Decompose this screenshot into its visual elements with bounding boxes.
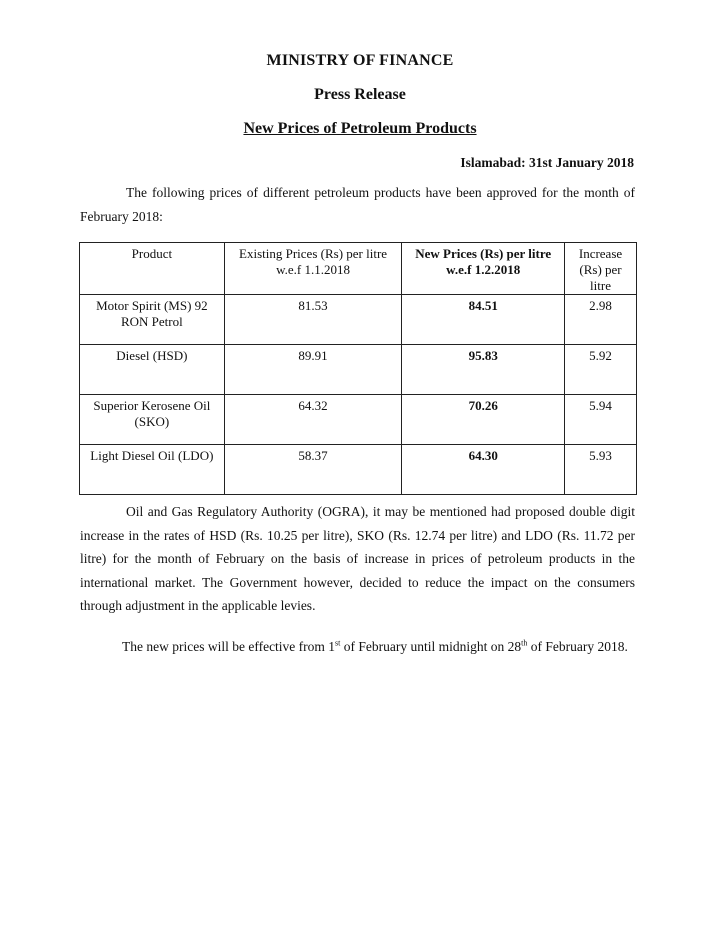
existing-price-cell: 58.37: [224, 445, 402, 495]
header-existing-price: Existing Prices (Rs) per litre w.e.f 1.1.2018: [224, 243, 402, 295]
increase-cell: 2.98: [565, 295, 637, 345]
new-price-cell: 95.83: [402, 345, 565, 395]
table-header-row: [80, 243, 637, 295]
effective-date-paragraph: [76, 635, 635, 659]
ordinal-suffix-th: th: [521, 638, 528, 648]
increase-cell: 5.92: [565, 345, 637, 395]
new-price-cell: 84.51: [402, 295, 565, 345]
effective-text-part2: of February until midnight on 28: [340, 639, 522, 654]
new-price-cell: 70.26: [402, 395, 565, 445]
ministry-heading: MINISTRY OF FINANCE: [266, 52, 454, 69]
existing-price-cell: 81.53: [224, 295, 402, 345]
prices-table: [79, 242, 637, 495]
product-cell: Motor Spirit (MS) 92 RON Petrol: [80, 295, 225, 345]
header-product: Product: [80, 243, 225, 295]
press-release-heading: Press Release: [314, 86, 406, 103]
header-new-price: New Prices (Rs) per litre w.e.f 1.2.2018: [402, 243, 565, 295]
ogra-paragraph: Oil and Gas Regulatory Authority (OGRA), it may be mentioned had proposed double digit increase in the rates of HSD (Rs. 10.25 per litre), SKO (Rs. 12.74 per litre) and LDO (Rs. 11.72 per litre) for the month of February on the basis of increase in prices of petroleum products in the international market. The Government however, decided to reduce the impact on the consumers through adjustment in the applicable levies.: [80, 504, 635, 613]
subject-heading: New Prices of Petroleum Products: [243, 120, 477, 137]
product-cell: Light Diesel Oil (LDO): [80, 445, 225, 495]
effective-text-part3: of February 2018.: [527, 639, 628, 654]
product-cell: Superior Kerosene Oil (SKO): [80, 395, 225, 445]
existing-price-cell: 64.32: [224, 395, 402, 445]
intro-paragraph: The following prices of different petroleum products have been approved for the month of February 2018:: [80, 185, 635, 224]
table-row: [80, 395, 637, 445]
effective-text-part1: The new prices will be effective from 1: [122, 639, 336, 654]
dateline: Islamabad: 31st January 2018: [460, 155, 634, 170]
new-price-cell: 64.30: [402, 445, 565, 495]
ordinal-suffix-st: st: [335, 638, 341, 648]
table-row: [80, 345, 637, 395]
existing-price-cell: 89.91: [224, 345, 402, 395]
product-cell: Diesel (HSD): [80, 345, 225, 395]
table-row: [80, 445, 637, 495]
increase-cell: 5.94: [565, 395, 637, 445]
header-increase: Increase (Rs) per litre: [565, 243, 637, 295]
increase-cell: 5.93: [565, 445, 637, 495]
table-row: [80, 295, 637, 345]
